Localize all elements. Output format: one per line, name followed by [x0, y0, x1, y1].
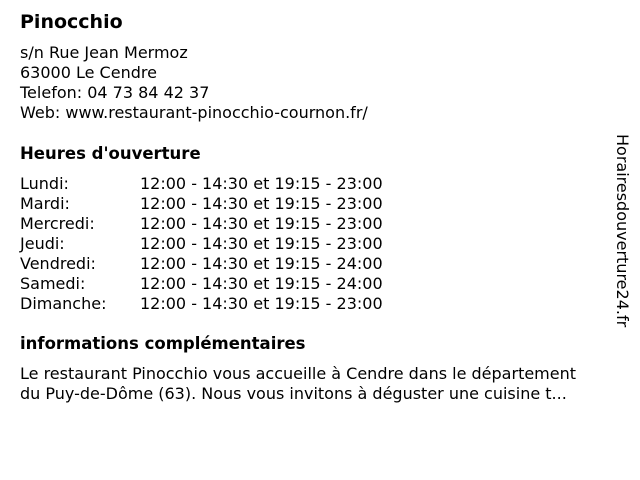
day-label: Jeudi: [20, 234, 65, 253]
time-range: 12:00 - 14:30 et 19:15 - 23:00 [140, 174, 383, 193]
info-line: du Puy-de-Dôme (63). Nous vous invitons à déguster une cuisine t... [20, 384, 567, 403]
day-label: Dimanche: [20, 294, 107, 313]
time-range: 12:00 - 14:30 et 19:15 - 23:00 [140, 214, 383, 233]
address-city: 63000 Le Cendre [20, 63, 157, 82]
hours-row-wednesday [20, 214, 440, 234]
time-range: 12:00 - 14:30 et 19:15 - 24:00 [140, 274, 383, 293]
day-label: Vendredi: [20, 254, 96, 273]
day-label: Samedi: [20, 274, 86, 293]
contact-block [20, 43, 368, 123]
restaurant-name: Pinocchio [20, 11, 123, 33]
address-street: s/n Rue Jean Mermoz [20, 43, 188, 62]
hours-heading: Heures d'ouverture [20, 144, 201, 163]
hours-table [20, 174, 440, 314]
day-label: Lundi: [20, 174, 69, 193]
time-range: 12:00 - 14:30 et 19:15 - 23:00 [140, 294, 383, 313]
time-range: 12:00 - 14:30 et 19:15 - 23:00 [140, 194, 383, 213]
hours-row-monday [20, 174, 440, 194]
day-label: Mardi: [20, 194, 70, 213]
hours-row-sunday [20, 294, 440, 314]
hours-row-thursday [20, 234, 440, 254]
site-watermark: Horairesdouverture24.fr [613, 134, 632, 328]
website-link[interactable]: Web: www.restaurant-pinocchio-cournon.fr/ [20, 103, 368, 122]
phone-number: Telefon: 04 73 84 42 37 [20, 83, 210, 102]
info-line: Le restaurant Pinocchio vous accueille à Cendre dans le département [20, 364, 577, 383]
info-text [20, 364, 625, 404]
time-range: 12:00 - 14:30 et 19:15 - 24:00 [140, 254, 383, 273]
hours-row-tuesday [20, 194, 440, 214]
hours-row-friday [20, 254, 440, 274]
time-range: 12:00 - 14:30 et 19:15 - 23:00 [140, 234, 383, 253]
hours-row-saturday [20, 274, 440, 294]
day-label: Mercredi: [20, 214, 95, 233]
info-heading: informations complémentaires [20, 334, 306, 353]
